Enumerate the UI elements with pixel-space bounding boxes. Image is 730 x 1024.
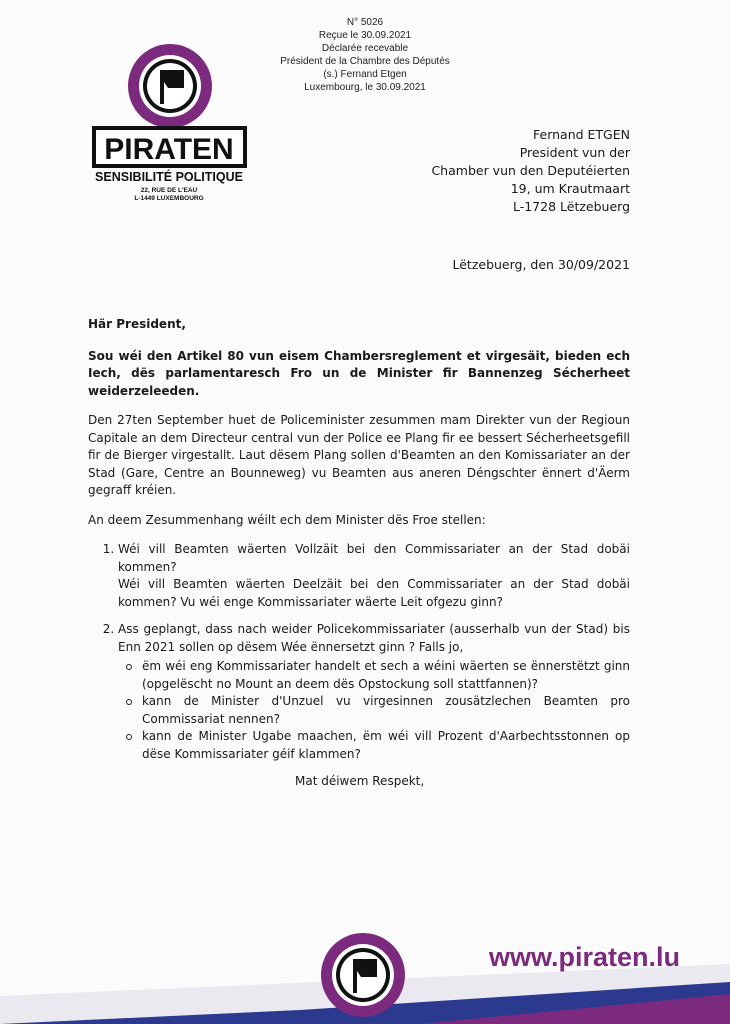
salutation: Här President, (88, 317, 186, 331)
logo-tagline: SENSIBILITÉ POLITIQUE (95, 170, 243, 184)
recipient-line: Chamber vun den Deputéierten (431, 163, 630, 178)
sub-question: kann de Minister Ugabe maachen, ëm wéi vill Prozent d'Aarbechtsstonnen op dëse Kommissariater géif klammen? (142, 728, 630, 763)
stamp-line: Reçue le 30.09.2021 (318, 30, 412, 41)
logo-address-line1: 22, RUE DE L'EAU (140, 187, 198, 194)
closing-line: Mat déiwem Respekt, (295, 774, 425, 788)
questions-lead: An deem Zesummenhang wéilt ech dem Minister dës Froe stellen: (88, 512, 486, 527)
recipient-address (431, 126, 630, 216)
stamp-line: N° 5026 (346, 17, 384, 28)
recipient-line: Fernand ETGEN (533, 127, 630, 142)
recipient-line: 19, um Krautmaart (510, 181, 630, 196)
intro-paragraph: Sou wéi den Artikel 80 vun eisem Chambersreglement et virgesäit, bieden ech Iech, dës parlamentaresch Fro un de Minister fir Bannenzeg Sécherheet weiderzeleeden. (88, 348, 630, 398)
question-2-text: 2. Ass geplangt, dass nach weider Policekommissariater (ausserhalb vun der Stad) bis Enn 2021 sollen op dësem Wée ënnersetzt ginn ? Falls jo, (118, 622, 630, 654)
stamp-line: Déclarée recevable (321, 43, 409, 54)
question-2 (118, 621, 630, 763)
question-1-part-2: Wéi vill Beamten wäerten Deelzäit bei den Commissariater an der Stad dobäi kommen? Vu wéi enge Kommissariater wäerte Leit ofgezu ginn? (118, 577, 630, 609)
sub-question: kann de Minister d'Unzuel vu virgesinnen zousätzlechen Beamten pro Commissariat nennen? (142, 693, 630, 728)
context-paragraph: Den 27ten September huet de Policeminister zesummen mam Direkter vun der Regioun Capitale an dem Directeur central vun der Police ee Plang fir ee bessert Sécherheetsgefill fir de Bierger virgestallt. Laut dësem Plang sollen d'Beamten an den Komissariater an der Stad (Gare, Centre an Bounneweg) vu Beamten aus aneren Déngschter ënnert d'Äerm gegraff kréien. (88, 413, 630, 497)
logo-address-line2: L-1449 LUXEMBOURG (134, 195, 204, 202)
piraten-logo (88, 42, 253, 202)
stamp-line: Luxembourg, le 30.09.2021 (304, 82, 426, 93)
letter-date: Lëtzebuerg, den 30/09/2021 (452, 257, 630, 272)
recipient-line: L-1728 Lëtzebuerg (512, 199, 630, 214)
question-2-subitems (118, 658, 630, 763)
questions-list (88, 541, 630, 763)
question-1-part-1: 1. Wéi vill Beamten wäerten Vollzäit bei den Commissariater an der Stad dobäi kommen? (118, 542, 630, 574)
footer-logo-icon (318, 930, 408, 1020)
letter-body (88, 316, 630, 803)
recipient-line: President vun der (519, 145, 630, 160)
question-1 (118, 541, 630, 611)
reception-stamp (250, 16, 480, 94)
logo-name: PIRATEN (104, 133, 234, 166)
website-link[interactable]: www.piraten.lu (488, 942, 680, 972)
stamp-line: Président de la Chambre des Députés (280, 56, 450, 67)
stamp-line: (s.) Fernand Etgen (323, 69, 407, 80)
sub-question: ëm wéi eng Kommissariater handelt et sech a wéini wäerten se ënnerstëtzt ginn (opgelëscht no Mount an deem dës Opstockung soll stattfannen)? (142, 658, 630, 693)
